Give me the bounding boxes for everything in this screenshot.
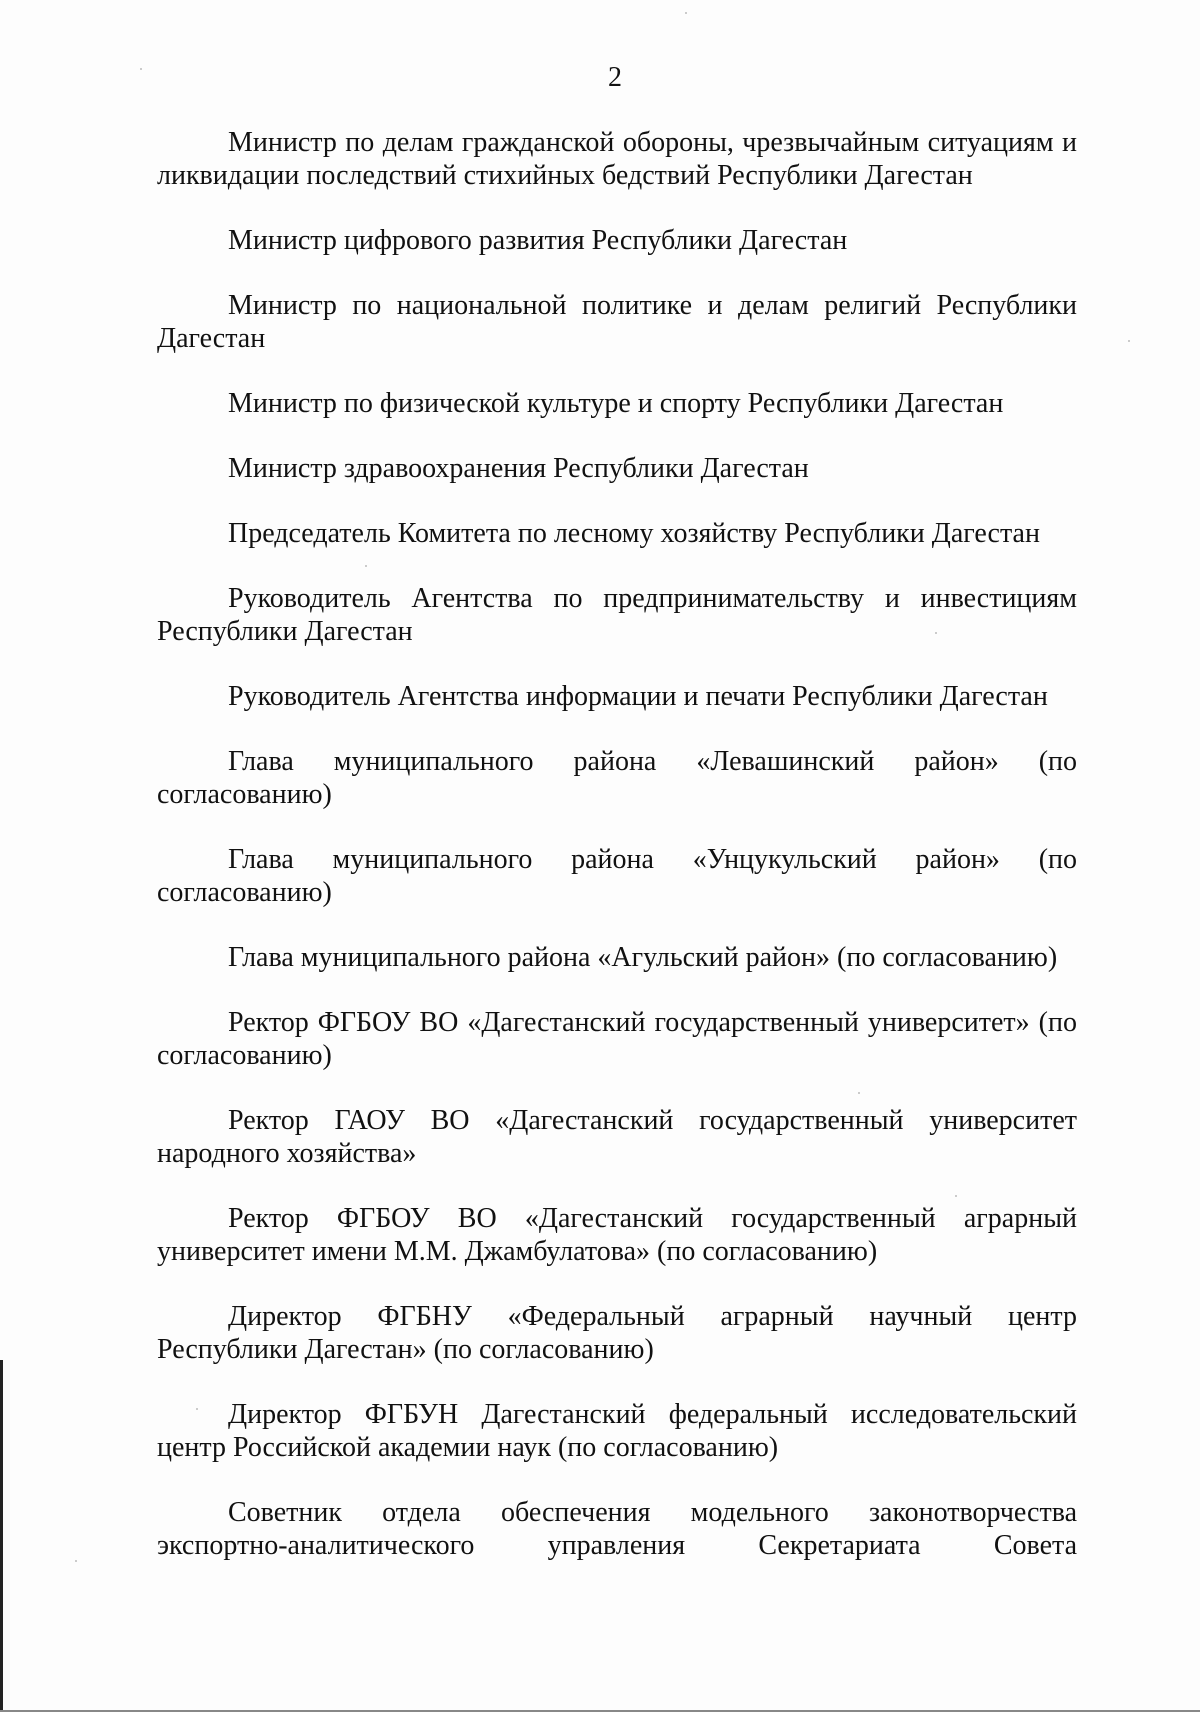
scan-edge-left	[0, 1360, 3, 1712]
list-item: Ректор ГАОУ ВО «Дагестанский государственный университет народного хозяйства»	[157, 1105, 1077, 1169]
scan-speck	[685, 12, 687, 14]
list-item: Министр по делам гражданской обороны, чрезвычайным ситуациям и ликвидации последствий стихийных бедствий Республики Дагестан	[157, 127, 1077, 191]
list-item: Министр цифрового развития Республики Дагестан	[228, 225, 848, 256]
list-item: Глава муниципального района «Агульский район» (по согласованию)	[228, 942, 1058, 973]
scan-speck	[1128, 340, 1130, 342]
list-item: Ректор ФГБОУ ВО «Дагестанский государственный университет» (по согласованию)	[157, 1007, 1077, 1071]
list-item: Советник отдела обеспечения модельного законотворчества экспортно-аналитического управления Секретариата Совета	[157, 1497, 1077, 1561]
page-number: 2	[608, 62, 622, 93]
scan-speck	[75, 1560, 77, 1562]
list-item: Директор ФГБУН Дагестанский федеральный исследовательский центр Российской академии наук (по согласованию)	[157, 1399, 1077, 1463]
list-item: Министр по физической культуре и спорту Республики Дагестан	[228, 388, 1004, 419]
member-list	[157, 126, 1077, 1594]
list-item: Глава муниципального района «Унцукульский район» (по согласованию)	[157, 844, 1077, 908]
list-item: Руководитель Агентства по предпринимательству и инвестициям Республики Дагестан	[157, 583, 1077, 647]
list-item: Председатель Комитета по лесному хозяйству Республики Дагестан	[228, 518, 1040, 549]
list-item: Глава муниципального района «Левашинский район» (по согласованию)	[157, 746, 1077, 810]
list-item: Министр по национальной политике и делам религий Республики Дагестан	[157, 290, 1077, 354]
list-item: Министр здравоохранения Республики Дагестан	[228, 453, 809, 484]
list-item: Директор ФГБНУ «Федеральный аграрный научный центр Республики Дагестан» (по согласованию)	[157, 1301, 1077, 1365]
list-item: Руководитель Агентства информации и печати Республики Дагестан	[228, 681, 1048, 712]
list-item: Ректор ФГБОУ ВО «Дагестанский государственный аграрный университет имени М.М. Джамбулатова» (по согласованию)	[157, 1203, 1077, 1267]
